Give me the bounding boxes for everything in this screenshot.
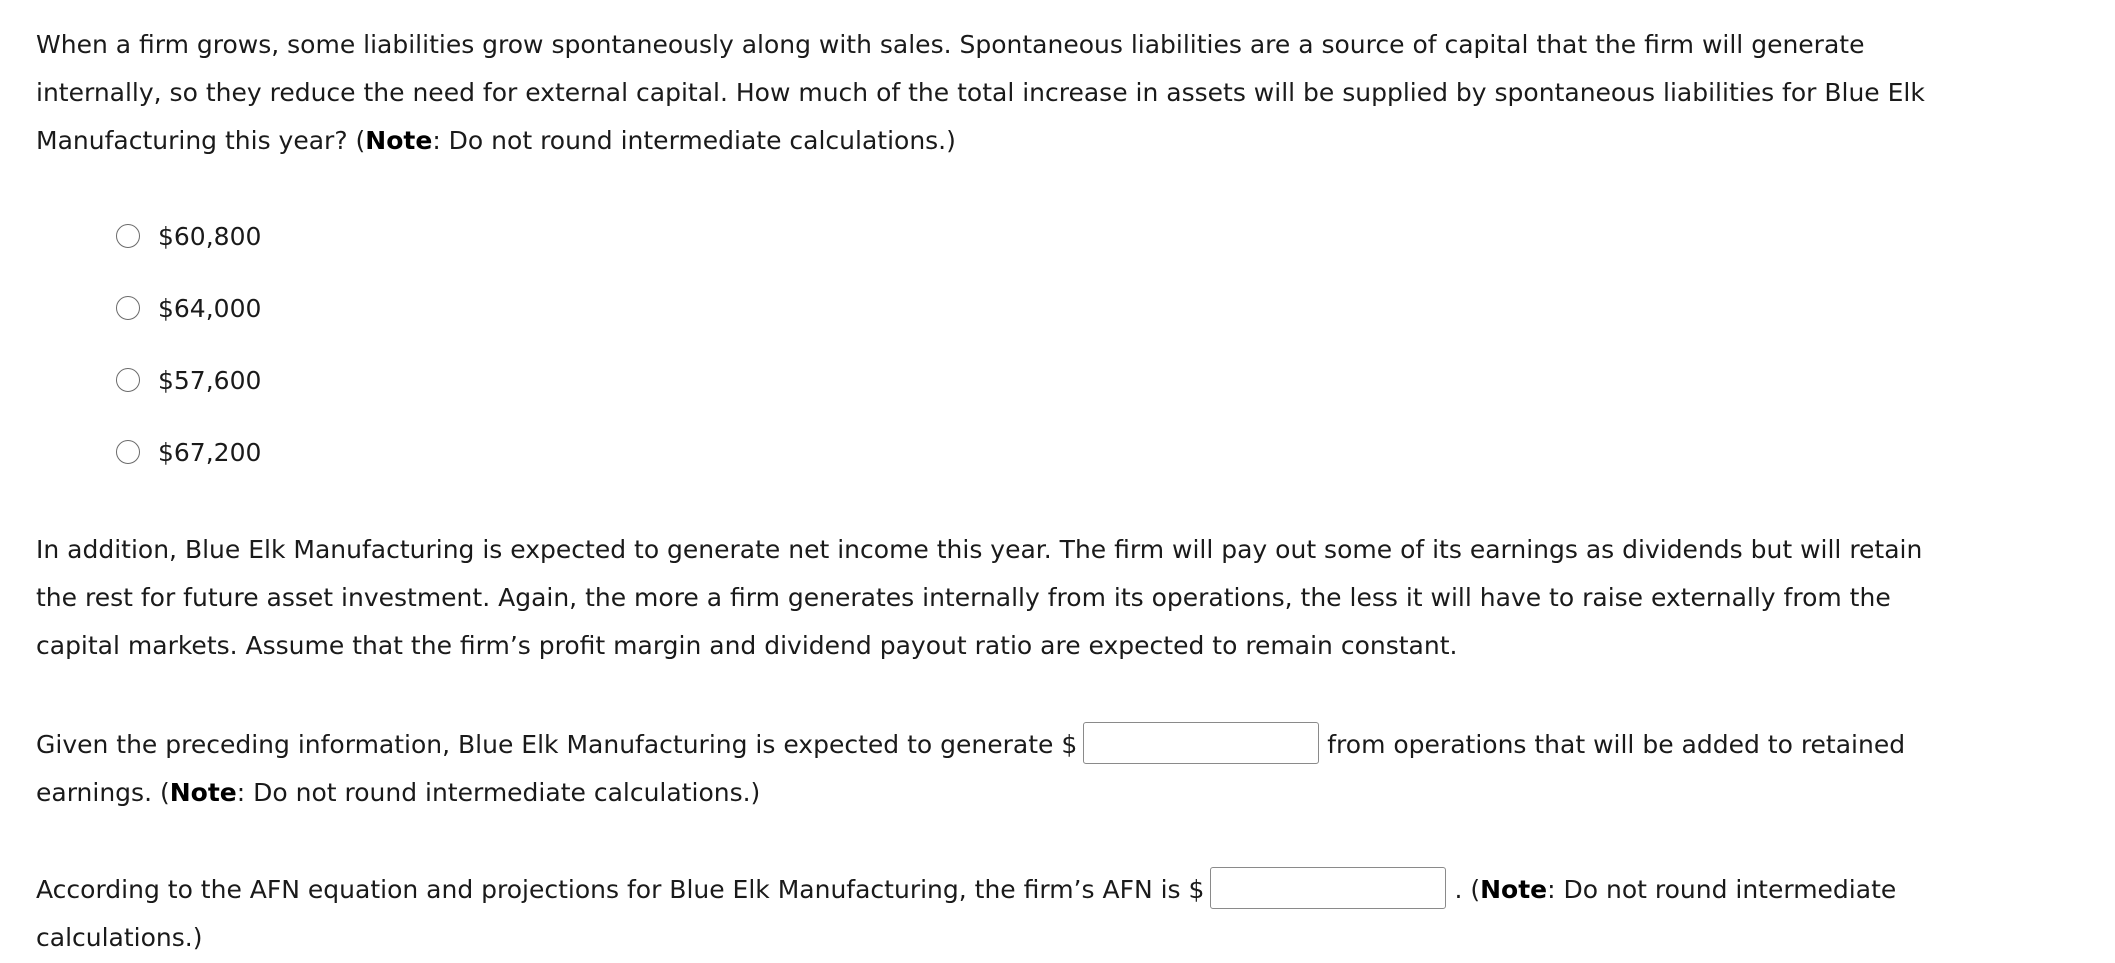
afn-question bbox=[36, 866, 1966, 962]
note-label: Note bbox=[1480, 875, 1548, 904]
option-label[interactable]: $57,600 bbox=[158, 365, 262, 395]
option-label[interactable]: $60,800 bbox=[158, 221, 262, 251]
answer-option[interactable] bbox=[116, 272, 261, 344]
answer-options bbox=[116, 200, 261, 488]
option-label[interactable]: $67,200 bbox=[158, 437, 262, 467]
radio-button[interactable] bbox=[116, 440, 140, 464]
note-label: Note bbox=[169, 778, 237, 807]
radio-button[interactable] bbox=[116, 296, 140, 320]
option-label[interactable]: $64,000 bbox=[158, 293, 262, 323]
afn-input[interactable] bbox=[1210, 867, 1446, 909]
question-text-cont: . ( bbox=[1454, 875, 1481, 904]
question-text: Given the preceding information, Blue Elk Manufacturing is expected to generate $ bbox=[36, 730, 1078, 759]
radio-button[interactable] bbox=[116, 368, 140, 392]
question-intro-text: When a firm grows, some liabilities grow spontaneously along with sales. Spontaneous liabilities are a source of capital that the firm will generate internally, so they reduce the need for external capital. How much of the total increase in assets will be supplied by spontaneous liabilities for Blue Elk Manufacturing this year? ( bbox=[36, 30, 1925, 155]
answer-option[interactable] bbox=[116, 344, 261, 416]
question-intro bbox=[36, 21, 1966, 165]
note-text: : Do not round intermediate calculations.) bbox=[36, 875, 1897, 952]
note-label: Note bbox=[365, 126, 433, 155]
radio-button[interactable] bbox=[116, 224, 140, 248]
question-text: According to the AFN equation and projections for Blue Elk Manufacturing, the firm’s AFN is $ bbox=[36, 875, 1205, 904]
context-text: In addition, Blue Elk Manufacturing is expected to generate net income this year. The firm will pay out some of its earnings as dividends but will retain the rest for future asset investment. Again, the more a firm generates internally from its operations, the less it will have to raise externally from the capital markets. Assume that the firm’s profit margin and dividend payout ratio are expected to remain constant. bbox=[36, 535, 1923, 660]
note-text: : Do not round intermediate calculations.) bbox=[432, 126, 956, 155]
retained-earnings-input[interactable] bbox=[1083, 722, 1319, 764]
retained-earnings-context bbox=[36, 526, 1966, 670]
note-text: : Do not round intermediate calculations.) bbox=[236, 778, 761, 807]
answer-option[interactable] bbox=[116, 416, 261, 488]
retained-earnings-question bbox=[36, 721, 1966, 817]
question-text-cont: from operations that will be added to retained earnings. ( bbox=[36, 730, 1906, 807]
answer-option[interactable] bbox=[116, 200, 261, 272]
